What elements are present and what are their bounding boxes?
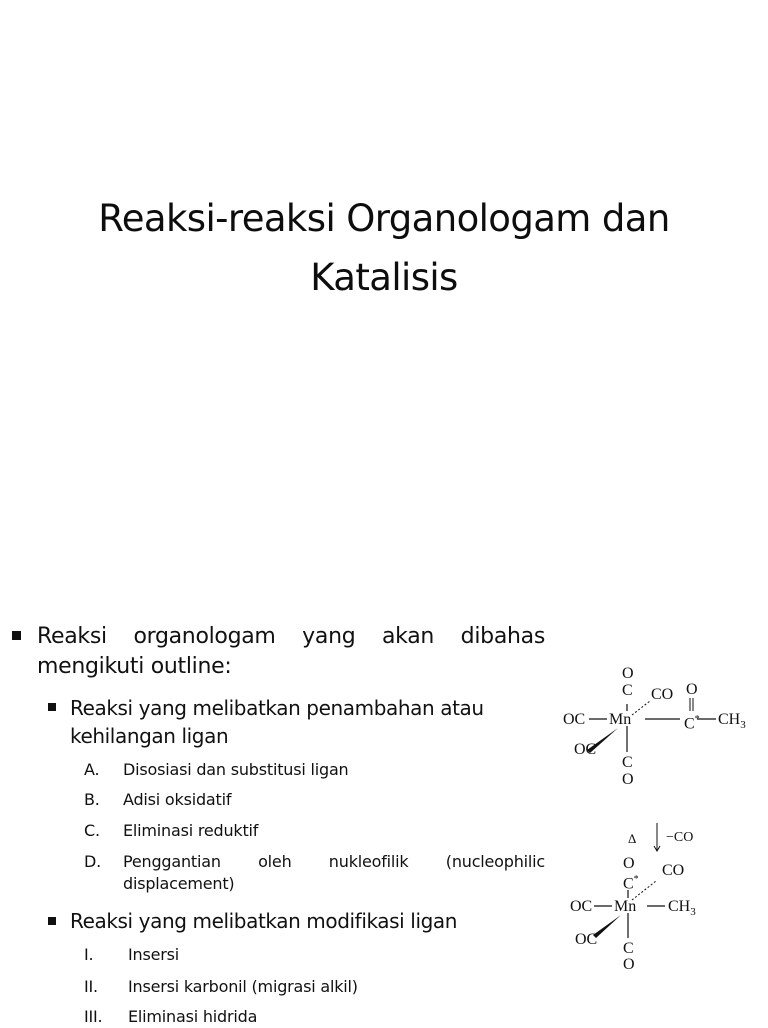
list-text: Eliminasi reduktif <box>123 821 259 840</box>
product-bottom-o: O <box>623 956 635 973</box>
heat-delta-label: Δ <box>628 831 637 846</box>
outline-slide <box>0 560 768 1024</box>
list-marker: B. <box>84 790 100 809</box>
co-loss-label: −CO <box>666 830 694 845</box>
list-marker: D. <box>84 852 102 871</box>
product-top-c: C* <box>623 874 639 893</box>
group-heading-ligand-change: Reaksi yang melibatkan penambahan atau kehilangan ligan <box>70 696 484 748</box>
reactant-top-c: C <box>622 682 633 699</box>
slide-title: Reaksi-reaksi Organologam dan Katalisis <box>98 197 670 299</box>
product-lower-left-oc: OC <box>575 931 598 948</box>
reactant-bottom-o: O <box>622 771 634 788</box>
list-text: Eliminasi hidrida <box>128 1007 258 1026</box>
square-bullet-icon <box>48 917 56 925</box>
list-text: Adisi oksidatif <box>123 790 232 809</box>
reactant-top-o: O <box>622 665 634 682</box>
product-top-o: O <box>623 855 635 872</box>
list-marker: C. <box>84 821 100 840</box>
list-marker: I. <box>84 945 94 964</box>
list-text: Insersi karbonil (migrasi alkil) <box>128 977 358 996</box>
list-text: Insersi <box>128 945 179 964</box>
intro-text: Reaksi organologam yang akan dibahas mengikuti outline: <box>37 624 545 679</box>
list-marker: II. <box>84 977 98 996</box>
reactant-upper-right-co: CO <box>651 686 674 703</box>
list-text: Disosiasi dan substitusi ligan <box>123 760 349 779</box>
product-left-oc: OC <box>570 898 593 915</box>
reactant-methyl: $CH_3$ <box>718 711 746 732</box>
reactant-metal: Mn <box>609 711 632 728</box>
square-bullet-icon <box>12 631 21 640</box>
product-metal: Mn <box>614 898 637 915</box>
reactant-left-oc: OC <box>563 711 586 728</box>
list-text: Penggantian oleh nukleofilik (nucleophilic displacement) <box>123 852 545 893</box>
product-methyl: $CH_3$ <box>668 898 696 919</box>
group-heading-ligand-modification: Reaksi yang melibatkan modifikasi ligan <box>70 909 458 933</box>
product-upper-right-co: CO <box>662 862 685 879</box>
reactant-acyl-o: O <box>686 681 698 698</box>
list-marker: III. <box>84 1007 103 1026</box>
reactant-acyl-c: C* <box>684 714 700 733</box>
reactant-lower-left-oc: OC <box>574 741 597 758</box>
reactant-bottom-c: C <box>622 754 633 771</box>
list-marker: A. <box>84 760 100 779</box>
reaction-scheme <box>560 660 768 1024</box>
square-bullet-icon <box>48 703 56 711</box>
product-bottom-c: C <box>623 940 634 957</box>
